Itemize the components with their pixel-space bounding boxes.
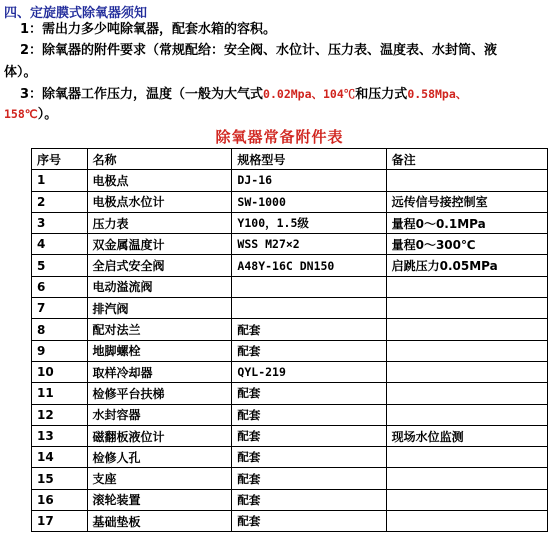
remark-cell: 量程0～0.1MPa — [386, 212, 547, 233]
name-cell: 排汽阀 — [87, 298, 232, 319]
remark-cell — [386, 361, 547, 382]
table-row — [32, 489, 548, 510]
pressure-temp: 158℃ — [4, 107, 38, 121]
name-cell: 基础垫板 — [87, 511, 232, 532]
spec-cell: 配套 — [232, 468, 386, 489]
header-remark: 备注 — [386, 149, 547, 170]
remark-cell: 量程0～300℃ — [386, 234, 547, 255]
spec-cell: 配套 — [232, 319, 386, 340]
remark-cell — [386, 170, 547, 191]
note-3-line-1 — [20, 86, 467, 103]
table-row — [32, 468, 548, 489]
index-cell: 10 — [32, 361, 88, 382]
header-index: 序号 — [32, 149, 88, 170]
name-cell: 取样冷却器 — [87, 361, 232, 382]
remark-cell — [386, 447, 547, 468]
note-3-prefix: 3：除氧器工作压力，温度（一般为大气式 — [20, 87, 264, 102]
table-row — [32, 276, 548, 297]
name-cell: 电动溢流阀 — [87, 276, 232, 297]
note-1: 1：需出力多少吨除氧器，配套水箱的容积。 — [20, 22, 277, 37]
table-row — [32, 425, 548, 446]
table-row — [32, 212, 548, 233]
note-3-mid: 和压力式 — [355, 87, 408, 102]
name-cell: 滚轮装置 — [87, 489, 232, 510]
spec-cell: SW-1000 — [232, 191, 386, 212]
table-row — [32, 383, 548, 404]
table-row — [32, 255, 548, 276]
index-cell: 3 — [32, 212, 88, 233]
name-cell: 检修人孔 — [87, 447, 232, 468]
atmospheric-spec: 0.02Mpa、104℃ — [263, 87, 356, 101]
remark-cell — [386, 489, 547, 510]
name-cell: 磁翻板液位计 — [87, 425, 232, 446]
table-row — [32, 191, 548, 212]
spec-cell: DJ-16 — [232, 170, 386, 191]
index-cell: 13 — [32, 425, 88, 446]
remark-cell — [386, 319, 547, 340]
remark-cell — [386, 276, 547, 297]
spec-cell — [232, 298, 386, 319]
index-cell: 2 — [32, 191, 88, 212]
remark-cell — [386, 404, 547, 425]
spec-cell: WSS M27×2 — [232, 234, 386, 255]
spec-cell: 配套 — [232, 425, 386, 446]
table-row — [32, 447, 548, 468]
note-3-end: ）。 — [37, 107, 58, 122]
spec-cell: A48Y-16C DN150 — [232, 255, 386, 276]
remark-cell: 启跳压力0.05MPa — [386, 255, 547, 276]
spec-cell — [232, 276, 386, 297]
name-cell: 配对法兰 — [87, 319, 232, 340]
table-row — [32, 319, 548, 340]
spec-cell: Y100，1.5级 — [232, 212, 386, 233]
name-cell: 全启式安全阀 — [87, 255, 232, 276]
table-row — [32, 361, 548, 382]
name-cell: 支座 — [87, 468, 232, 489]
table-title: 除氧器常备附件表 — [215, 128, 344, 146]
table-row — [32, 234, 548, 255]
remark-cell — [386, 383, 547, 404]
index-cell: 7 — [32, 298, 88, 319]
index-cell: 11 — [32, 383, 88, 404]
name-cell: 水封容器 — [87, 404, 232, 425]
remark-cell: 远传信号接控制室 — [386, 191, 547, 212]
remark-cell — [386, 511, 547, 532]
header-spec: 规格型号 — [232, 149, 386, 170]
spec-cell: 配套 — [232, 340, 386, 361]
spec-cell: 配套 — [232, 404, 386, 425]
index-cell: 15 — [32, 468, 88, 489]
note-2-line-2: 体）。 — [4, 65, 37, 80]
remark-cell: 现场水位监测 — [386, 425, 547, 446]
name-cell: 压力表 — [87, 212, 232, 233]
index-cell: 9 — [32, 340, 88, 361]
name-cell: 电极点 — [87, 170, 232, 191]
table-row — [32, 298, 548, 319]
header-name: 名称 — [87, 149, 232, 170]
table-row — [32, 340, 548, 361]
spec-cell: 配套 — [232, 489, 386, 510]
remark-cell — [386, 468, 547, 489]
name-cell: 电极点水位计 — [87, 191, 232, 212]
remark-cell — [386, 298, 547, 319]
note-2-line-1: 2：除氧器的附件要求（常规配给：安全阀、水位计、压力表、温度表、水封筒、液 — [20, 43, 498, 58]
index-cell: 6 — [32, 276, 88, 297]
spec-cell: 配套 — [232, 447, 386, 468]
note-3-line-2 — [4, 106, 57, 123]
index-cell: 16 — [32, 489, 88, 510]
index-cell: 4 — [32, 234, 88, 255]
accessories-table — [31, 148, 548, 532]
index-cell: 17 — [32, 511, 88, 532]
spec-cell: QYL-219 — [232, 361, 386, 382]
spec-cell: 配套 — [232, 511, 386, 532]
index-cell: 12 — [32, 404, 88, 425]
name-cell: 地脚螺栓 — [87, 340, 232, 361]
index-cell: 5 — [32, 255, 88, 276]
name-cell: 检修平台扶梯 — [87, 383, 232, 404]
table-header-row — [32, 149, 548, 170]
pressure-spec: 0.58Mpa、 — [407, 87, 468, 101]
table-row — [32, 511, 548, 532]
name-cell: 双金属温度计 — [87, 234, 232, 255]
spec-cell: 配套 — [232, 383, 386, 404]
index-cell: 1 — [32, 170, 88, 191]
remark-cell — [386, 340, 547, 361]
section-heading: 四、定旋膜式除氧器须知 — [4, 6, 148, 21]
index-cell: 14 — [32, 447, 88, 468]
table-row — [32, 404, 548, 425]
table-row — [32, 170, 548, 191]
index-cell: 8 — [32, 319, 88, 340]
